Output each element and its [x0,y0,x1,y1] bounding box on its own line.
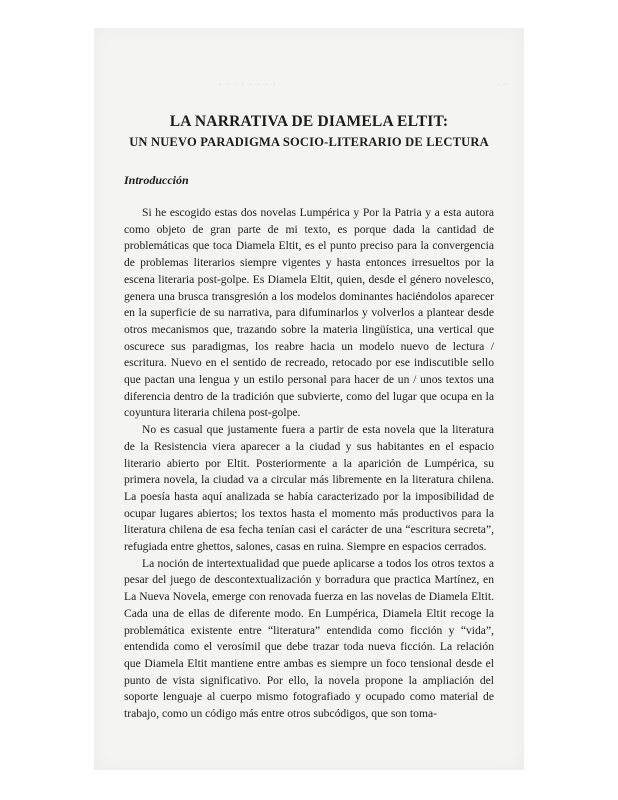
body-text [124,205,494,723]
document-title: LA NARRATIVA DE DIAMELA ELTIT: [169,113,449,130]
paragraph-1: Si he escogido estas dos novelas Lumpérica y Por la Patria y a esta autora como objeto de gran parte de mi texto, es porque dada la cantidad de problemáticas que toca Diamela Eltit, es el punto preciso para la convergencia de problemas literarios siempre vigentes y hasta entonces irresueltos por la escena literaria post-golpe. Es Diamela Eltit, quien, desde el género novelesco, genera una brusca transgresión a los modelos dominantes haciéndolos aparecer en la superficie de su narrativa, para difuminarlos y volverlos a plantear desde otros mecanismos que, trazando sobre la materia lingüística, una vertical que oscurece sus paradigmas, los reabre hacia un modelo nuevo de lectura / escritura. Nuevo en el sentido de recreado, retocado por ese indiscutible sello que pactan una lengua y un estilo personal para hacer de un / unos textos una diferencia dentro de la tradición que subvierte, como del lugar que ocupa en la coyuntura literaria chilena post-golpe. [124,206,494,420]
bleed-through-header [94,80,524,94]
section-heading: Introducción [124,173,189,187]
bleed-through-running-title: · · · · · · · · [218,80,278,91]
paragraph-3: La noción de intertextualidad que puede aplicarse a todos los otros textos a pesar del juego de descontextualización y borradura que practica Martínez, en La Nueva Novela, emerge con renovada fuerza en las novelas de Diamela Eltit. Cada una de ellas de diferente modo. En Lumpérica, Diamela Eltit recoge la problemática existente entre “literatura” entendida como ficción y “vida”, entendida como el verosímil que debe trazar toda nueva ficción. La relación que Diamela Eltit mantiene entre ambas es siempre un foco tensional desde el punto de vista significativo. Por ello, la novela propone la ampliación del soporte lenguaje al cuerpo mismo fotografiado y ocupado como material de trabajo, como un código más entre otros subcódigos, que son toma- [124,556,494,721]
bleed-through-page-number: · · [496,80,506,91]
paragraph-2: No es casual que justamente fuera a partir de esta novela que la literatura de la Resistencia viera aparecer a la ciudad y sus habitantes en el espacio literario abierto por Eltit. Posteriormente a la aparición de Lumpérica, su primera novela, la ciudad va a circular más libremente en la literatura chilena. La poesía hasta aquí analizada se había caracterizado por la imposibilidad de ocupar lugares abiertos; los textos hasta el momento más productivos para la literatura chilena de esa fecha tenían casi el carácter de una “escritura secreta”, refugiada entre ghettos, salones, casas en ruina. Siempre en espacios cerrados. [124,423,494,554]
page-content [124,112,494,723]
document-subtitle: UN NUEVO PARADIGMA SOCIO-LITERARIO DE LECTURA [129,135,489,149]
